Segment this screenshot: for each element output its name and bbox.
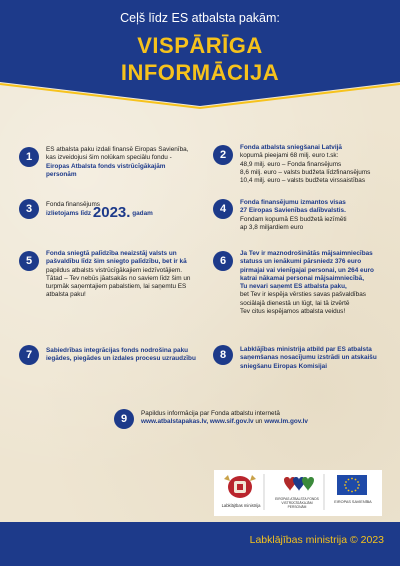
item-3-line: izlietojams līdz bbox=[46, 210, 92, 218]
item-2-badge: 2 bbox=[213, 145, 233, 165]
item-3-line: gadam bbox=[132, 210, 153, 218]
item-2-line: Fonda atbalsta sniegšanai Latvijā bbox=[240, 144, 342, 151]
eu-flag-icon bbox=[337, 475, 367, 495]
item-2-line: 48,9 milj. euro – Fonda finansējums bbox=[240, 160, 342, 168]
item-6-line: sociālajā dienestā un lūgt, lai tā izvērtē bbox=[240, 299, 350, 307]
item-8-badge: 8 bbox=[213, 345, 233, 365]
item-6-line: katrai nākamai personai mājsaimniecībā, bbox=[240, 274, 364, 282]
item-4-line: Fonda finansējumu izmantos visas bbox=[240, 199, 346, 206]
item-6-line: bet Tev ir iespēja vērsties savas pašvaldības bbox=[240, 291, 366, 299]
item-9-link-primary[interactable]: www.atbalstapakas.lv, www.sif.gov.lv bbox=[141, 418, 254, 426]
item-6-line: Tev citus iespējamos atbalsta veidus! bbox=[240, 308, 346, 316]
item-5-text bbox=[46, 250, 206, 300]
header-title-line2: INFORMĀCIJA bbox=[120, 60, 280, 85]
item-6-badge: 6 bbox=[213, 251, 233, 271]
item-5-line: Tātad – Tev nebūs jāatsakās no saviem līdz šim un bbox=[46, 274, 191, 282]
item-4-line: Fondam kopumā ES budžetā iezīmēti bbox=[240, 215, 347, 223]
item-6-line: Ja Tev ir maznodrošinātās mājsaimniecības bbox=[240, 250, 373, 257]
item-5-line: atbalsta paku! bbox=[46, 291, 86, 299]
item-7-line: iegādes, piegādes un izdales procesu uzraudzību bbox=[46, 355, 196, 363]
item-7-text bbox=[46, 347, 206, 364]
item-6-text bbox=[240, 250, 395, 316]
item-9-conjunction: un bbox=[255, 418, 263, 426]
item-9-text bbox=[141, 410, 341, 427]
item-5-badge: 5 bbox=[19, 251, 39, 271]
item-3-line: Fonda finansējums bbox=[46, 201, 100, 208]
footer-bar bbox=[0, 522, 400, 566]
header-banner bbox=[0, 0, 400, 110]
lm-coat-of-arms-icon bbox=[224, 475, 256, 498]
header-subtitle: Ceļš līdz ES atbalsta pakām: bbox=[120, 11, 280, 25]
item-2-line: 8,6 milj. euro – valsts budžeta līdzfinansējums bbox=[240, 168, 371, 176]
item-4-badge: 4 bbox=[213, 199, 233, 219]
logo-fund-caption: EIROPAS ATBALSTA FONDS VISTRŪCĪGĀKAJĀM PERSONĀM bbox=[275, 497, 319, 509]
item-9-line: Papildus informācija par Fonda atbalstu internetā bbox=[141, 410, 280, 417]
logo-strip bbox=[214, 470, 382, 516]
item-9-link-lm[interactable]: www.lm.gov.lv bbox=[264, 418, 308, 426]
item-6-line: pirmajai vai vienīgajai personai, un 264 euro bbox=[240, 266, 374, 274]
item-8-line: sniegšanu Eiropas Komisijai bbox=[240, 362, 328, 370]
item-2-line: 10,4 milj. euro – valsts budžeta virssaistības bbox=[240, 177, 366, 185]
item-9-badge: 9 bbox=[114, 409, 134, 429]
item-1-text bbox=[46, 146, 196, 179]
item-5-line: papildus atbalsts vistrūcīgākajiem iedzīvotājiem. bbox=[46, 266, 183, 274]
item-8-text bbox=[240, 346, 395, 371]
item-3-year: 2023. bbox=[92, 204, 131, 222]
item-4-text bbox=[240, 199, 390, 232]
item-4-line: 27 Eiropas Savienības dalībvalstis. bbox=[240, 207, 346, 215]
item-7-line: Sabiedrības integrācijas fonds nodrošina paku bbox=[46, 347, 189, 354]
item-5-line: pašvaldību līdz šim sniegto palīdzību, bet ir kā bbox=[46, 258, 187, 266]
item-8-line: Labklājības ministrija atbild par ES atbalsta bbox=[240, 346, 372, 353]
header-title-line1: VISPĀRĪGA bbox=[137, 33, 263, 58]
item-3-badge: 3 bbox=[19, 199, 39, 219]
item-5-line: Fonda sniegtā palīdzība neaizstāj valsts un bbox=[46, 250, 177, 257]
item-1-line: kas izveidojusi šim nolūkam speciālu fondu - bbox=[46, 154, 172, 162]
item-4-line: ap 3,8 miljardiem euro bbox=[240, 223, 304, 231]
item-6-line: statuss un ienākumi pārsniedz 376 euro bbox=[240, 258, 362, 266]
item-2-text bbox=[240, 144, 390, 185]
fund-hearts-icon bbox=[284, 477, 314, 491]
item-7-badge: 7 bbox=[19, 345, 39, 365]
footer-copyright: Labklājības ministrija © 2023 bbox=[249, 534, 384, 546]
item-1-badge: 1 bbox=[19, 147, 39, 167]
item-5-line: turpmāk saņemtajiem pabalstiem, lai saņemtu ES bbox=[46, 283, 187, 291]
item-1-line: Eiropas Atbalsta fonds vistrūcīgākajām personām bbox=[46, 162, 166, 178]
item-8-line: saņemšanas nosacījumu izstrādi un atskaišu bbox=[240, 354, 377, 362]
logo-lm-caption: Labklājības ministrija bbox=[221, 503, 261, 508]
item-6-line: Tu nevari saņemt ES atbalsta paku, bbox=[240, 283, 347, 291]
item-1-line: ES atbalsta paku izdali finansē Eiropas Savienība, bbox=[46, 146, 189, 153]
item-2-line: kopumā pieejami 68 milj. euro t.sk: bbox=[240, 152, 339, 160]
item-3-text bbox=[46, 201, 201, 222]
logo-eu-caption: EIROPAS SAVIENĪBA bbox=[334, 500, 372, 504]
logo-graphics bbox=[214, 470, 382, 516]
